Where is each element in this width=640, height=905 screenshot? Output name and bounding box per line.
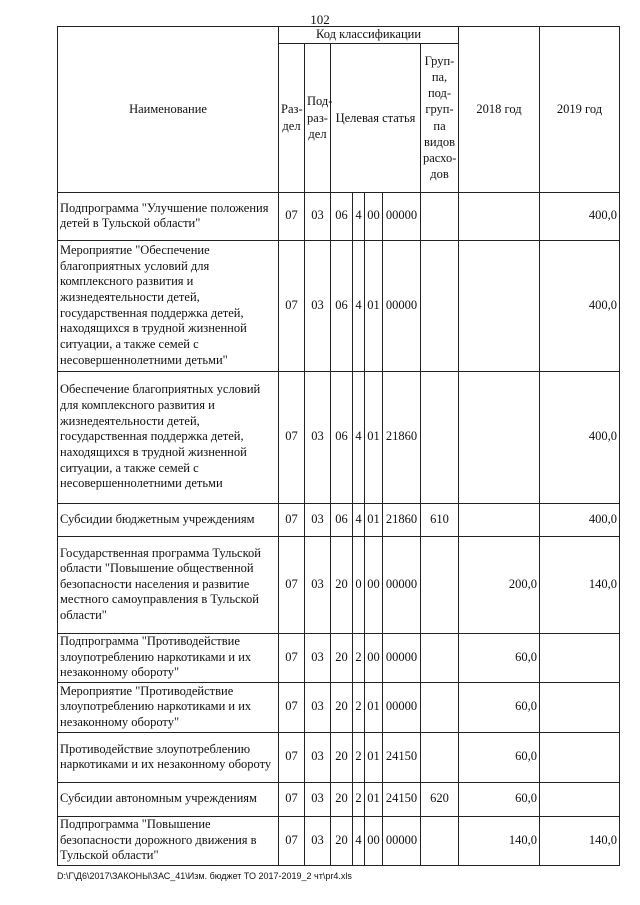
row-value-2018 — [459, 503, 540, 536]
row-target-2: 0 — [353, 536, 365, 633]
row-subsection: 03 — [305, 782, 331, 816]
row-target-2: 4 — [353, 816, 365, 865]
row-target-3: 01 — [365, 782, 383, 816]
row-target-1: 20 — [331, 782, 353, 816]
row-target-2: 4 — [353, 240, 365, 371]
header-subsection: Под- раз- дел — [305, 43, 331, 192]
row-value-2018: 140,0 — [459, 816, 540, 865]
row-target-4: 00000 — [383, 192, 421, 240]
row-value-2019 — [540, 633, 620, 682]
table-row — [58, 192, 620, 240]
row-target-1: 06 — [331, 503, 353, 536]
table-row — [58, 816, 620, 865]
row-target-4: 24150 — [383, 782, 421, 816]
row-target-1: 06 — [331, 192, 353, 240]
row-value-2019 — [540, 782, 620, 816]
row-subsection: 03 — [305, 192, 331, 240]
row-target-1: 20 — [331, 536, 353, 633]
row-value-2019: 400,0 — [540, 503, 620, 536]
table-row — [58, 503, 620, 536]
row-target-2: 2 — [353, 633, 365, 682]
page-number: 102 — [310, 12, 330, 27]
table-row — [58, 240, 620, 371]
row-expense-group — [421, 536, 459, 633]
row-expense-group — [421, 816, 459, 865]
row-value-2019: 400,0 — [540, 371, 620, 503]
row-value-2018: 200,0 — [459, 536, 540, 633]
row-target-4: 21860 — [383, 503, 421, 536]
row-name: Подпрограмма "Улучшение положения детей в Тульской области" — [58, 192, 279, 240]
row-target-3: 01 — [365, 240, 383, 371]
table-row — [58, 371, 620, 503]
row-value-2019: 140,0 — [540, 816, 620, 865]
header-year-2019: 2019 год — [540, 27, 620, 193]
row-section: 07 — [279, 732, 305, 782]
header-expense-group: Груп- па, под- груп- па видов расхо- дов — [421, 43, 459, 192]
header-year-2018: 2018 год — [459, 27, 540, 193]
table-row — [58, 782, 620, 816]
row-section: 07 — [279, 633, 305, 682]
row-section: 07 — [279, 192, 305, 240]
row-target-3: 01 — [365, 371, 383, 503]
row-target-4: 21860 — [383, 371, 421, 503]
footer-file-path: D:\Г\Д6\2017\ЗАКОНЫ\ЗАС_41\Изм. бюджет ТО 2017-2019_2 чт\pr4.xls — [57, 871, 352, 881]
row-expense-group: 620 — [421, 782, 459, 816]
table-header — [58, 27, 620, 193]
row-target-4: 00000 — [383, 536, 421, 633]
row-target-1: 20 — [331, 633, 353, 682]
row-section: 07 — [279, 371, 305, 503]
header-code-group: Код классификации — [279, 27, 459, 44]
row-target-4: 00000 — [383, 682, 421, 732]
row-name: Субсидии автономным учреждениям — [58, 782, 279, 816]
row-value-2019: 400,0 — [540, 192, 620, 240]
row-target-2: 2 — [353, 732, 365, 782]
row-expense-group — [421, 633, 459, 682]
row-section: 07 — [279, 782, 305, 816]
row-value-2018 — [459, 240, 540, 371]
row-section: 07 — [279, 536, 305, 633]
row-name: Государственная программа Тульской области "Повышение общественной безопасности населения и развитие местного самоуправления в Тульской области" — [58, 536, 279, 633]
row-target-3: 00 — [365, 192, 383, 240]
row-expense-group — [421, 240, 459, 371]
row-target-3: 00 — [365, 536, 383, 633]
row-target-3: 01 — [365, 503, 383, 536]
row-name: Подпрограмма "Противодействие злоупотреблению наркотиками и их незаконному обороту" — [58, 633, 279, 682]
row-section: 07 — [279, 503, 305, 536]
row-target-2: 2 — [353, 682, 365, 732]
row-subsection: 03 — [305, 816, 331, 865]
row-expense-group — [421, 371, 459, 503]
row-target-4: 24150 — [383, 732, 421, 782]
row-target-3: 01 — [365, 732, 383, 782]
row-expense-group: 610 — [421, 503, 459, 536]
row-value-2018 — [459, 371, 540, 503]
row-target-3: 00 — [365, 816, 383, 865]
row-target-4: 00000 — [383, 240, 421, 371]
row-value-2018: 60,0 — [459, 682, 540, 732]
table-row — [58, 682, 620, 732]
row-name: Подпрограмма "Повышение безопасности дорожного движения в Тульской области" — [58, 816, 279, 865]
row-name: Мероприятие "Противодействие злоупотреблению наркотиками и их незаконному обороту" — [58, 682, 279, 732]
row-target-4: 00000 — [383, 816, 421, 865]
budget-table — [57, 26, 620, 866]
row-section: 07 — [279, 240, 305, 371]
row-name: Мероприятие "Обеспечение благоприятных условий для комплексного развития и жизнедеятельности детей, государственная поддержка детей, находящихся в трудной жизненной ситуации, а также семей с несовершеннолетними детьми" — [58, 240, 279, 371]
row-target-2: 4 — [353, 503, 365, 536]
row-subsection: 03 — [305, 682, 331, 732]
row-section: 07 — [279, 816, 305, 865]
row-target-1: 06 — [331, 371, 353, 503]
row-target-3: 00 — [365, 633, 383, 682]
row-target-1: 20 — [331, 732, 353, 782]
table-row — [58, 633, 620, 682]
row-subsection: 03 — [305, 732, 331, 782]
row-subsection: 03 — [305, 633, 331, 682]
row-target-3: 01 — [365, 682, 383, 732]
header-target-article: Целевая статья — [331, 43, 421, 192]
row-target-2: 4 — [353, 371, 365, 503]
row-name: Противодействие злоупотреблению наркотиками и их незаконному обороту — [58, 732, 279, 782]
table-row — [58, 732, 620, 782]
row-subsection: 03 — [305, 240, 331, 371]
row-value-2018: 60,0 — [459, 633, 540, 682]
row-name: Субсидии бюджетным учреждениям — [58, 503, 279, 536]
row-value-2018: 60,0 — [459, 732, 540, 782]
row-subsection: 03 — [305, 536, 331, 633]
row-value-2019: 140,0 — [540, 536, 620, 633]
row-expense-group — [421, 192, 459, 240]
row-value-2019 — [540, 732, 620, 782]
row-subsection: 03 — [305, 503, 331, 536]
row-expense-group — [421, 682, 459, 732]
table-body — [58, 192, 620, 865]
table-row — [58, 536, 620, 633]
row-target-2: 4 — [353, 192, 365, 240]
row-target-1: 20 — [331, 682, 353, 732]
row-value-2019 — [540, 682, 620, 732]
row-section: 07 — [279, 682, 305, 732]
header-section: Раз- дел — [279, 43, 305, 192]
row-subsection: 03 — [305, 371, 331, 503]
row-target-2: 2 — [353, 782, 365, 816]
row-value-2018: 60,0 — [459, 782, 540, 816]
row-value-2019: 400,0 — [540, 240, 620, 371]
row-name: Обеспечение благоприятных условий для комплексного развития и жизнедеятельности детей, государственная поддержка детей, находящихся в трудной жизненной ситуации, а также семей с несовершеннолетними детьми — [58, 371, 279, 503]
row-target-1: 20 — [331, 816, 353, 865]
row-expense-group — [421, 732, 459, 782]
header-name: Наименование — [58, 27, 279, 193]
row-value-2018 — [459, 192, 540, 240]
row-target-1: 06 — [331, 240, 353, 371]
row-target-4: 00000 — [383, 633, 421, 682]
